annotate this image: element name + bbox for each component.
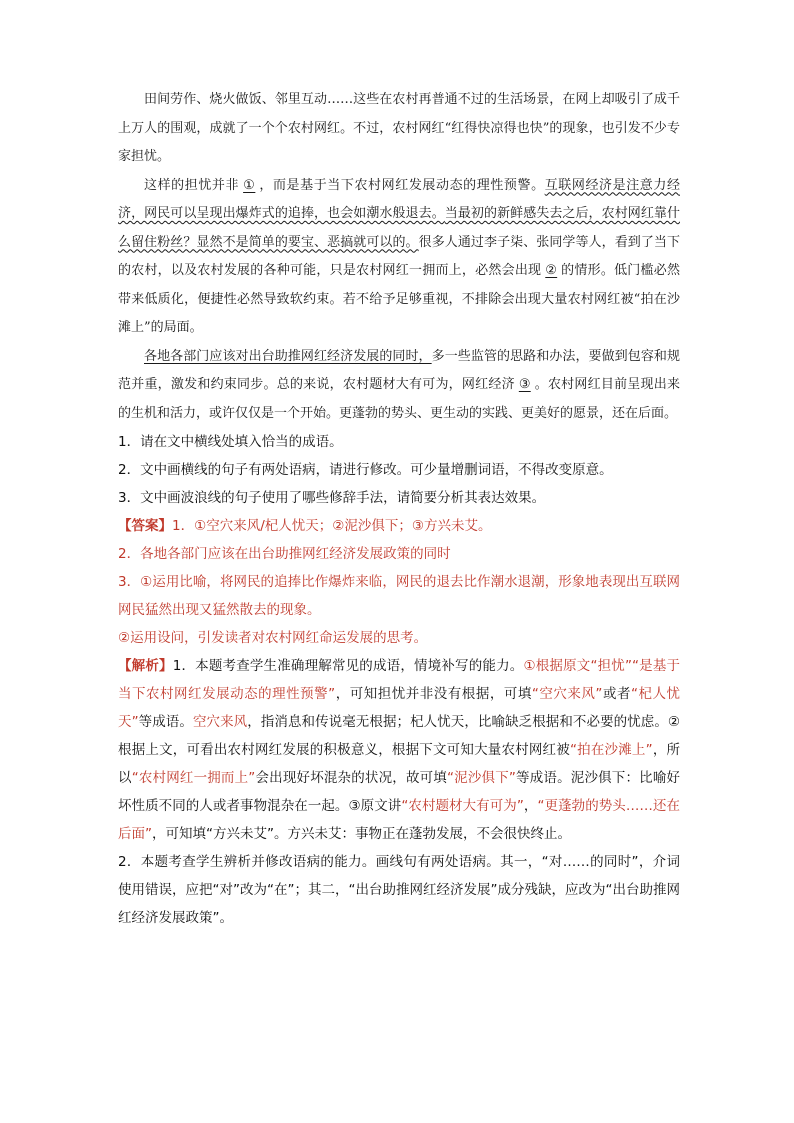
question-list — [118, 428, 680, 512]
answer-1 — [118, 512, 680, 540]
analysis-text: ，可知填“方兴未艾”。方兴未艾：事物正在蓬勃发展，不会很快终止。 — [152, 826, 571, 842]
analysis-highlight: “空穴来风” — [531, 686, 603, 702]
analysis-text: ，指消息和传说毫无根据；杞人忧天，比喻缺乏根据和不必要的忧虑。②根据上文，可看出农村网红发展的积极意义，根据下文可知大量农村网红被 — [118, 714, 681, 758]
answer-section — [118, 512, 680, 652]
passage-text: 。农村网红目前呈现出来的生机和活力，或许仅仅是一个开始。更蓬勃的势头、更生动的实践、更美好的愿景，还在后面。 — [118, 377, 680, 421]
reading-passage — [118, 86, 680, 428]
wavy-sentence: 互联网经济是注意力经济，网民可以呈现出爆炸式的追捧，也会如潮水般退去。 — [118, 177, 680, 221]
analysis-text: 1．本题考查学生准确理解常见的成语，情境补写的能力。 — [172, 658, 524, 674]
blank-1: ① — [243, 177, 256, 193]
underlined-sentence: 各地各部门应该对出台助推网红经济发展的同时， — [144, 348, 432, 364]
passage-text: 的情形。低门槛必然带来低质化，便捷性必然导致软约束。若不给予足够重视，不排除会出现大量农村网红被“拍在沙滩上”的局面。 — [118, 263, 680, 335]
blank-2: ② — [545, 263, 558, 278]
analysis-highlight: “更蓬勃的势头……还在后面” — [118, 798, 680, 842]
analysis-highlight: “拍在沙滩上” — [569, 742, 653, 758]
answer-tag: 【答案】 — [118, 518, 172, 534]
analysis-text: 等成语。泥沙俱下：比喻好坏性质不同的人或者事物混杂在一起。③原文讲 — [118, 770, 681, 814]
question-3: 3．文中画波浪线的句子使用了哪些修辞手法，请简要分析其表达效果。 — [118, 490, 546, 506]
analysis-tag: 【解析】 — [118, 658, 173, 674]
analysis-text: ， — [523, 798, 538, 814]
analysis-2: 2．本题考查学生辨析并修改语病的能力。画线句有两处语病。其一，“对……的同时”，介词使用错误，应把“对”改为“在”；其二，“出台助推网红经济发展”成分残缺，应改为“出台助推网红经济发展政策”。 — [118, 854, 680, 926]
passage-paragraph-3 — [118, 343, 680, 429]
wavy-sentence-continued: 当最初的新鲜感失去之后，农村网红靠什么留住粉丝？显然不是简单的要宝、恶搞就可以的。 — [118, 206, 680, 250]
passage-text: 很多人通过李子柒、张同学等人，看到了当下的农村，以及农村发展的各种可能，只是农村网红一拥而上，必然会出现 — [118, 234, 680, 278]
analysis-text: 等成语。 — [138, 714, 193, 730]
answer-2: 2．各地各部门应该在出台助推网红经济发展政策的同时 — [118, 546, 451, 562]
passage-text: 这样的担忧并非 — [144, 177, 240, 193]
analysis-text: ，所以 — [118, 742, 681, 786]
question-2: 2．文中画横线的句子有两处语病，请进行修改。可少量增删词语，不得改变原意。 — [118, 462, 613, 478]
analysis-highlight: “农村题材大有可为” — [401, 798, 524, 814]
passage-paragraph-1: 田间劳作、烧火做饭、邻里互动……这些在农村再普通不过的生活场景，在网上却吸引了成千上万人的围观，成就了一个个农村网红。不过，农村网红“红得快凉得也快”的现象，也引发不少专家担忧。 — [118, 92, 680, 164]
analysis-highlight: “杞人忧天” — [118, 686, 681, 730]
analysis-1 — [118, 652, 680, 848]
passage-text: ，而是基于当下农村网红发展动态的理性预警。 — [259, 177, 545, 193]
blank-3: ③ — [518, 377, 531, 392]
passage-paragraph-2 — [118, 172, 680, 343]
analysis-highlight: 空穴来风 — [192, 714, 248, 730]
document-page — [118, 86, 680, 932]
analysis-highlight: “农村网红一拥而上” — [131, 770, 256, 786]
answer-4: ②运用设问，引发读者对农村网红命运发展的思考。 — [118, 630, 428, 646]
analysis-text: 会出现好坏混杂的状况，故可填 — [255, 770, 447, 786]
analysis-highlight: “泥沙俱下” — [446, 770, 516, 786]
analysis-text: 或者 — [602, 686, 631, 702]
analysis-highlight: ①根据原文“担忧”“是基于当下农村网红发展动态的理性预警” — [118, 658, 680, 702]
analysis-text: ，可知担忧并非没有根据，可填 — [335, 686, 532, 702]
answer-3: 3．①运用比喻，将网民的追捧比作爆炸来临，网民的退去比作潮水退潮，形象地表现出互联网网民猛然出现又猛然散去的现象。 — [118, 574, 680, 618]
answer-text: 1．①空穴来风/杞人忧天；②泥沙俱下；③方兴未艾。 — [172, 518, 492, 534]
analysis-section — [118, 652, 680, 932]
passage-text: 多一些监管的思路和办法，要做到包容和规范并重，激发和约束同步。总的来说，农村题材大有可为，网红经济 — [118, 348, 680, 392]
question-1: 1．请在文中横线处填入恰当的成语。 — [118, 434, 343, 450]
